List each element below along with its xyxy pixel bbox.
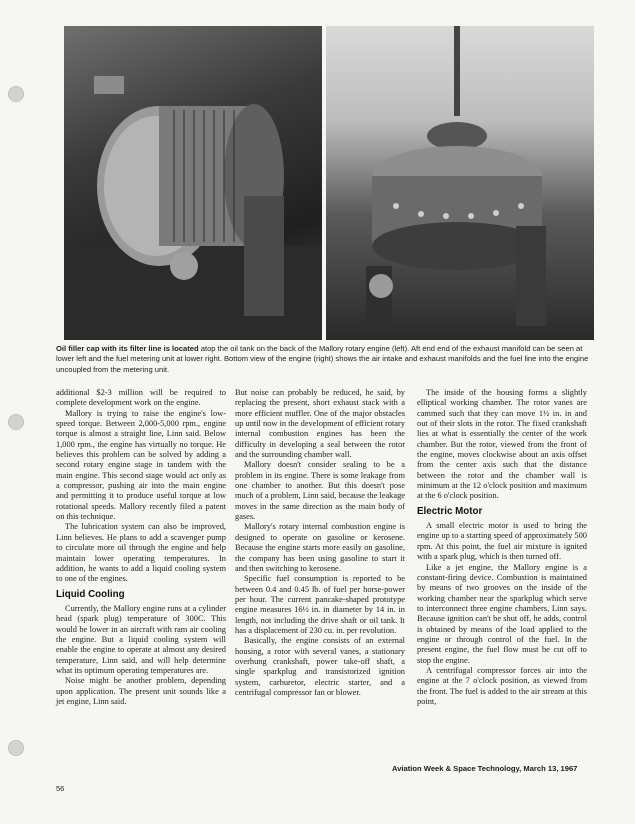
- paragraph: Mallory is trying to raise the engine's low-speed torque. Between 2,000-5,000 rpm., engine torque is almost a straight line, Linn said. Below 1,000 rpm., the engine has virtually no torque. He believes this problem can be solved by adding a second rotary engine stage in tandem with the main engine. This second stage would act only as a compressor, pushing air into the main engine and permitting it to produce useful torque at low rotational speeds. Mallory recently filed a patent on this technique.: [56, 408, 226, 522]
- paragraph: Basically, the engine consists of an external housing, a rotor with several vanes, a stationary overhung crankshaft, power take-off shaft, a single sparkplug and transistorized ignition system, carburetor, electric starter, and a centrifugal compressor fan or blower.: [235, 636, 405, 697]
- page-number: 56: [56, 784, 65, 793]
- binder-hole: [8, 740, 24, 756]
- binder-hole: [8, 414, 24, 430]
- engine-photo-right-drawing: [326, 26, 594, 340]
- publication-footer: Aviation Week & Space Technology, March 13, 1967: [392, 764, 578, 773]
- paragraph: The lubrication system can also be improved, Linn believes. He plans to add a scavenger pump to circulate more oil through the engine and help maintain lower operating temperatures. In addition, he wants to add a liquid cooling system to one of the engines.: [56, 522, 226, 584]
- paragraph: Currently, the Mallory engine runs at a cylinder head (spark plug) temperature of 300C. This would be lower in an aircraft with ram air cooling the engine. But a liquid cooling system will enable the engine to operate at almost any desired temperature, Linn said, and will help determine what its optimum operating temperatures are.: [56, 603, 226, 675]
- photo-caption: [56, 344, 596, 375]
- engine-photo-left-drawing: [64, 26, 322, 340]
- paragraph: Noise might be another problem, depending upon application. The present unit sounds like a jet engine, Linn said.: [56, 676, 226, 706]
- paragraph: The inside of the housing forms a slightly elliptical working chamber. The rotor vanes are cammed such that they can move 1½ in. in and out of their slots in the rotor. The fixed crankshaft lies at what is essentially the center of the work chamber. But the rotor, viewed from the front of the engine, moves clockwise about an axis offset from the center axis such that the distance between the rotor and the chamber wall is minimum at the 12 o'clock position and maximum at the 6 o'clock position.: [417, 388, 587, 501]
- paragraph: Mallory doesn't consider sealing to be a problem in its engine. There is some leakage from one chamber to another. But this doesn't pose much of a problem, Linn said, because the leakage moves in the same direction as the main body of gases.: [235, 460, 405, 522]
- article-column-2: [235, 388, 405, 698]
- caption-text: atop the oil tank on the back of the Mallory rotary engine (left). Aft end end of the exhaust manifold can be seen at lower left and the fuel metering unit at lower right. Bottom view of the engine (right) shows the air intake and exhaust manifolds and the fuel line into the engine uncoupled from the metering unit.: [56, 344, 589, 374]
- paragraph: Like a jet engine, the Mallory engine is a constant-firing device. Combustion is maintained by means of two grooves on the inside of the working chamber near the sparkplug which serve to interconnect three engine chambers, Linn says. Because ignition can't be shut off, he adds, control is obtained by means of the load applied to the engine or through control of the fuel. In the present engine, the fuel flow must be cut off to stop the engine.: [417, 562, 587, 665]
- section-heading-electric-motor: Electric Motor: [417, 505, 483, 517]
- article-column-3: [417, 388, 587, 707]
- paragraph: A small electric motor is used to bring the engine up to a starting speed of approximately 500 rpm. At this point, the fuel air mixture is ignited with a spark plug, which is then turned off.: [417, 521, 587, 562]
- paragraph: additional $2-3 million will be required to complete development work on the engine.: [56, 388, 226, 408]
- caption-lead: Oil filler cap with its filter line is located: [56, 344, 199, 353]
- section-heading-liquid-cooling: Liquid Cooling: [56, 588, 125, 600]
- paragraph: A centrifugal compressor forces air into the engine at the 7 o'clock position, as viewed from the front. The fuel is added to the air stream at this point,: [417, 665, 587, 706]
- engine-photo-right: [326, 26, 594, 340]
- binder-hole: [8, 86, 24, 102]
- paragraph: Mallory's rotary internal combustion engine is designed to operate on gasoline or kerosene. Because the engine starts more easily on gasoline, the company has been using gasoline to start it and then switching to kerosene.: [235, 522, 405, 573]
- paragraph: Specific fuel consumption is reported to be between 0.4 and 0.45 lb. of fuel per horse-power per hour. The current pancake-shaped prototype engine measures 16½ in. in diameter by 14 in. in length, not including the drive shaft or oil tank. It has a displacement of 230 cu. in. per revolution.: [235, 574, 405, 635]
- paragraph: But noise can probably be reduced, he said, by replacing the present, short exhaust stack with a more efficient muffler. One of the major obstacles up until now in the development of efficient rotary internal combustion engines has been the difficulty in developing a seal between the rotor and the surrounding chamber wall.: [235, 388, 405, 460]
- engine-photo-left: [64, 26, 322, 340]
- article-column-1: [56, 388, 226, 707]
